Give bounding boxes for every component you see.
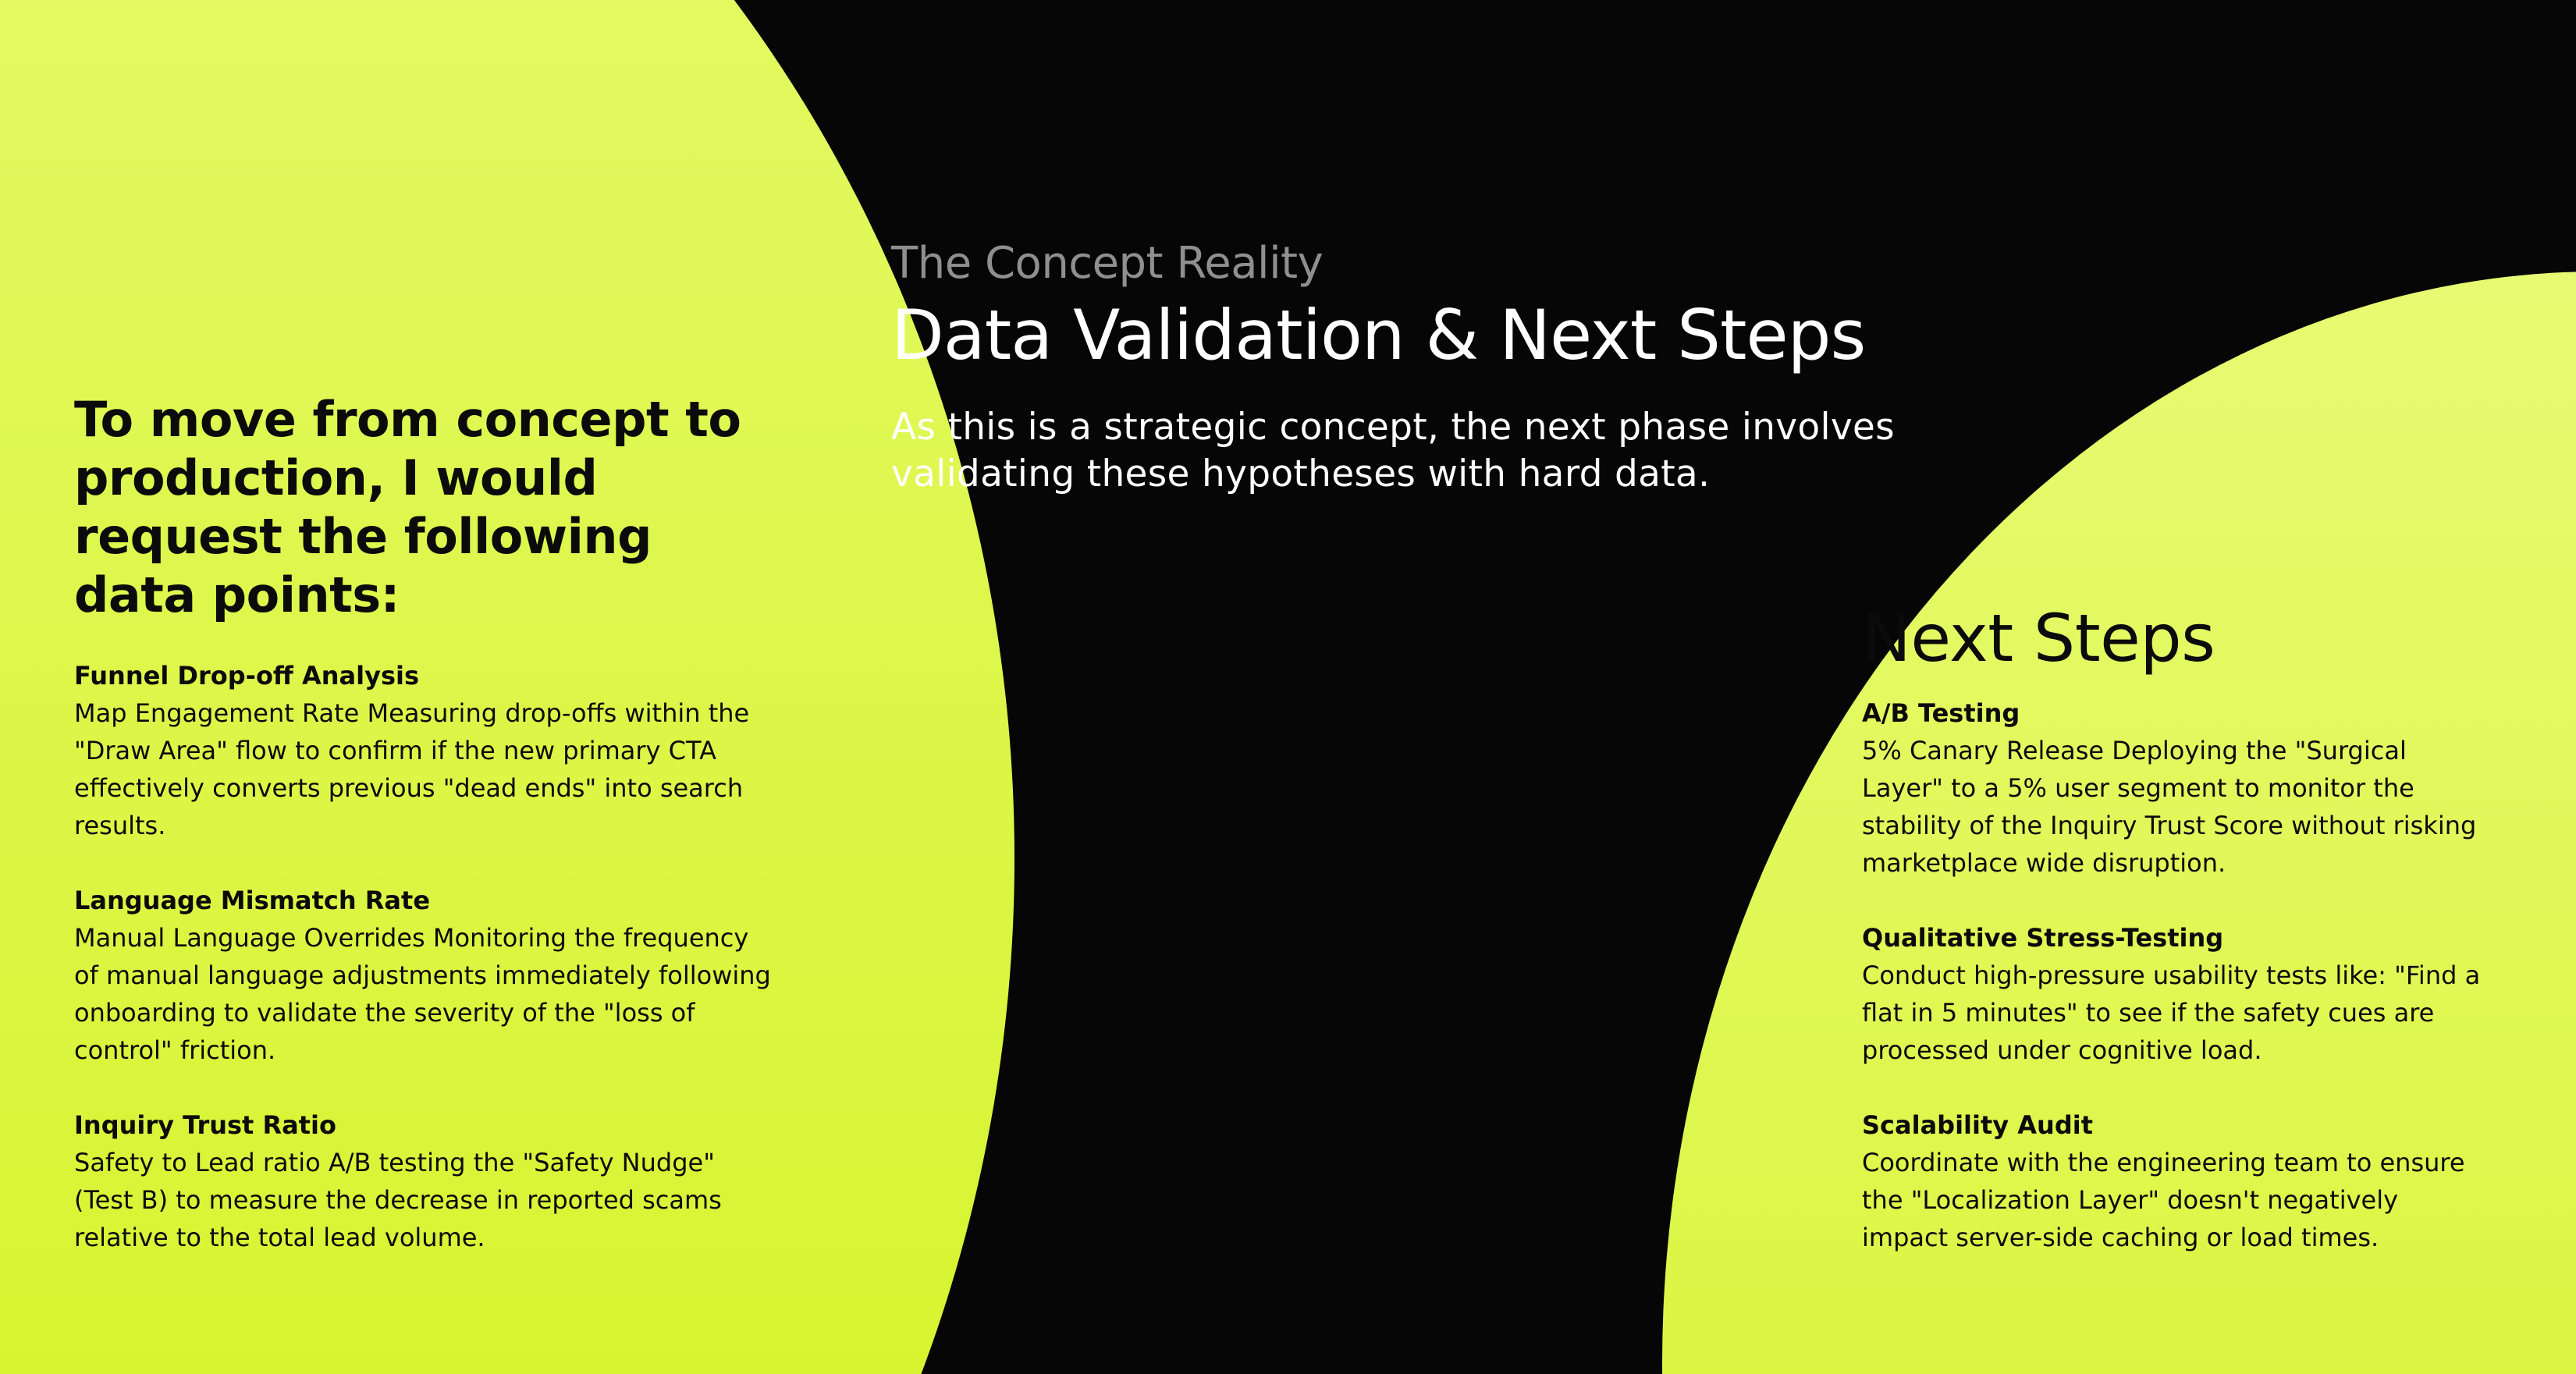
data-point-body: Safety to Lead ratio A/B testing the "Safety Nudge" (Test B) to measure the decrease in reported scams relative to the total lead volume. <box>74 1148 722 1252</box>
data-points-heading: To move from concept to production, I would request the following data points: <box>74 391 741 623</box>
intro-text: As this is a strategic concept, the next phase involves validating these hypotheses with hard data. <box>891 406 1895 495</box>
data-point-title: Language Mismatch Rate <box>74 886 431 915</box>
data-points-panel <box>74 390 776 1294</box>
next-steps-heading: Next Steps <box>1862 600 2215 676</box>
data-point-item <box>74 1106 776 1256</box>
data-point-item <box>74 657 776 844</box>
data-point-body: Map Engagement Rate Measuring drop-offs within the "Draw Area" flow to confirm if the new primary CTA effectively converts previous "dead ends" into search results. <box>74 698 750 840</box>
next-step-title: A/B Testing <box>1862 698 2020 728</box>
next-step-body: Coordinate with the engineering team to ensure the "Localization Layer" doesn't negatively impact server-side caching or load times. <box>1862 1148 2465 1252</box>
next-step-item <box>1862 694 2486 882</box>
data-point-title: Funnel Drop-off Analysis <box>74 661 420 691</box>
next-step-title: Qualitative Stress-Testing <box>1862 923 2224 953</box>
next-step-title: Scalability Audit <box>1862 1110 2093 1140</box>
page-title: Data Validation & Next Steps <box>891 295 1866 375</box>
data-point-title: Inquiry Trust Ratio <box>74 1110 336 1140</box>
next-step-body: Conduct high-pressure usability tests like: "Find a flat in 5 minutes" to see if the safety cues are processed under cognitive load. <box>1862 960 2481 1065</box>
eyebrow-text: The Concept Reality <box>891 238 1324 289</box>
next-step-item <box>1862 919 2486 1069</box>
data-point-body: Manual Language Overrides Monitoring the frequency of manual language adjustments immediately following onboarding to validate the severity of the "loss of control" friction. <box>74 923 771 1065</box>
next-step-item <box>1862 1106 2486 1256</box>
next-steps-panel <box>1862 598 2486 1294</box>
data-point-item <box>74 882 776 1069</box>
next-step-body: 5% Canary Release Deploying the "Surgical Layer" to a 5% user segment to monitor the stability of the Inquiry Trust Score without risking marketplace wide disruption. <box>1862 736 2477 878</box>
header-block <box>891 233 1999 498</box>
